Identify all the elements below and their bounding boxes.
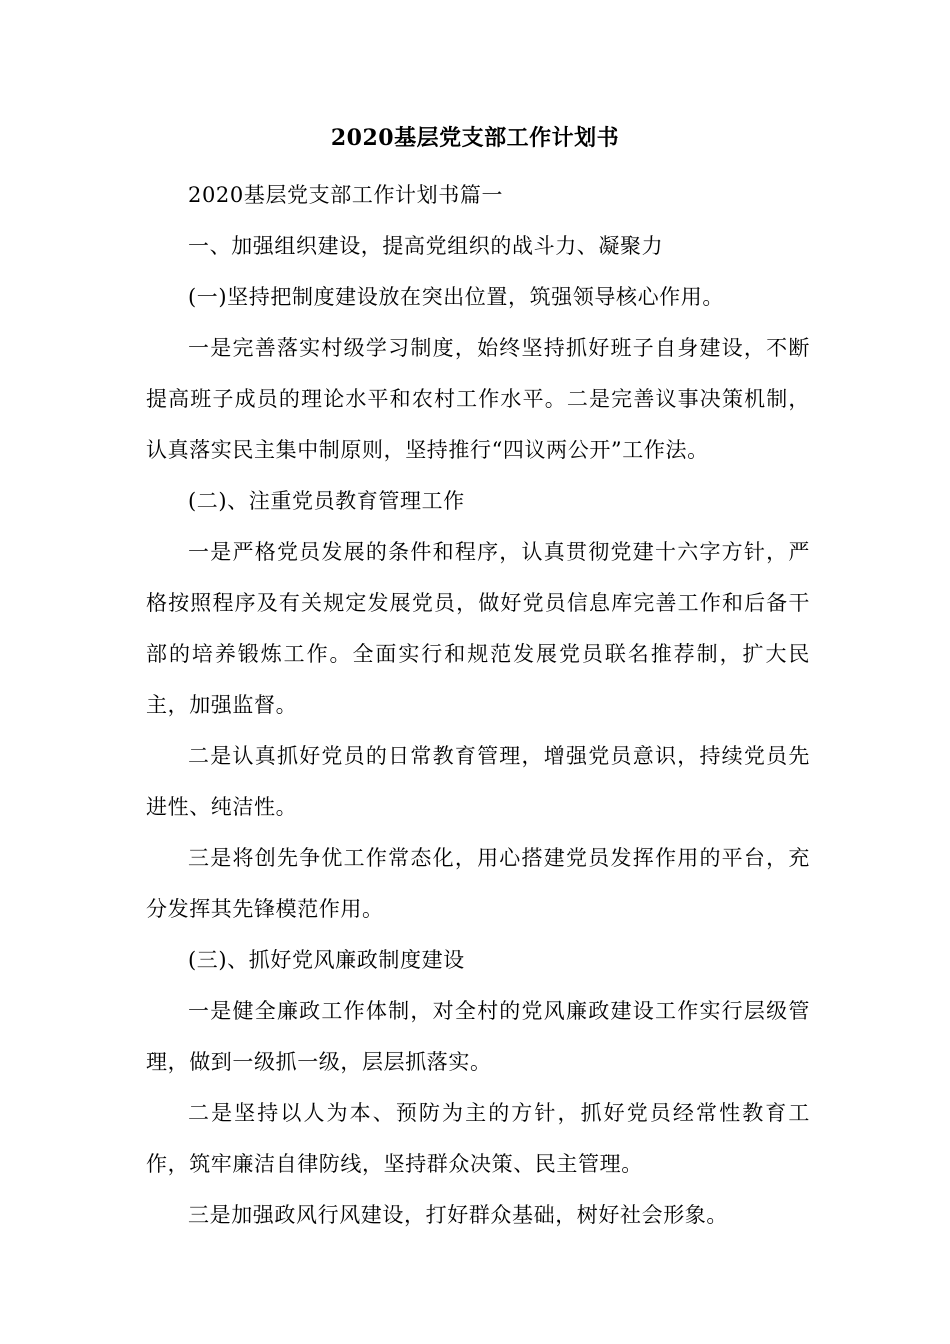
paragraph-prevention-policy: 二是坚持以人为本、预防为主的方针，抓好党员经常性教育工作，筑牢廉洁自律防线，坚持群众决策、民主管理。 (146, 1101, 810, 1176)
paragraph-study-system: 一是完善落实村级学习制度，始终坚持抓好班子自身建设，不断提高班子成员的理论水平和农村工作水平。二是完善议事决策机制，认真落实民主集中制原则，坚持推行“四议两公开”工作法。 (146, 336, 810, 462)
paragraph-conduct-building: 三是加强政风行风建设，打好群众基础，树好社会形象。 (188, 1203, 728, 1227)
paragraph-excellence-work: 三是将创先争优工作常态化，用心搭建党员发挥作用的平台，充分发挥其先锋模范作用。 (146, 846, 810, 921)
subheading-member-education: (二)、注重党员教育管理工作 (188, 489, 465, 513)
paragraph-daily-management: 二是认真抓好党员的日常教育管理，增强党员意识，持续党员先进性、纯洁性。 (146, 744, 810, 819)
paragraph-integrity-mechanism: 一是健全廉政工作体制，对全村的党风廉政建设工作实行层级管理，做到一级抓一级，层层抓落实。 (146, 999, 810, 1074)
paragraph-member-development: 一是严格党员发展的条件和程序，认真贯彻党建十六字方针，严格按照程序及有关规定发展党员，做好党员信息库完善工作和后备干部的培养锻炼工作。全面实行和规范发展党员联名推荐制，扩大民主，加强监督。 (146, 540, 810, 717)
document-title: 2020基层党支部工作计划书 (330, 125, 620, 151)
subheading-integrity-system: (三)、抓好党风廉政制度建设 (188, 948, 465, 972)
document-body (146, 170, 810, 1241)
subheading-system-building: (一)坚持把制度建设放在突出位置，筑强领导核心作用。 (188, 285, 724, 309)
heading-organization-building: 一、加强组织建设，提高党组织的战斗力、凝聚力 (188, 234, 664, 258)
section-heading-part-one: 2020基层党支部工作计划书篇一 (188, 183, 504, 207)
